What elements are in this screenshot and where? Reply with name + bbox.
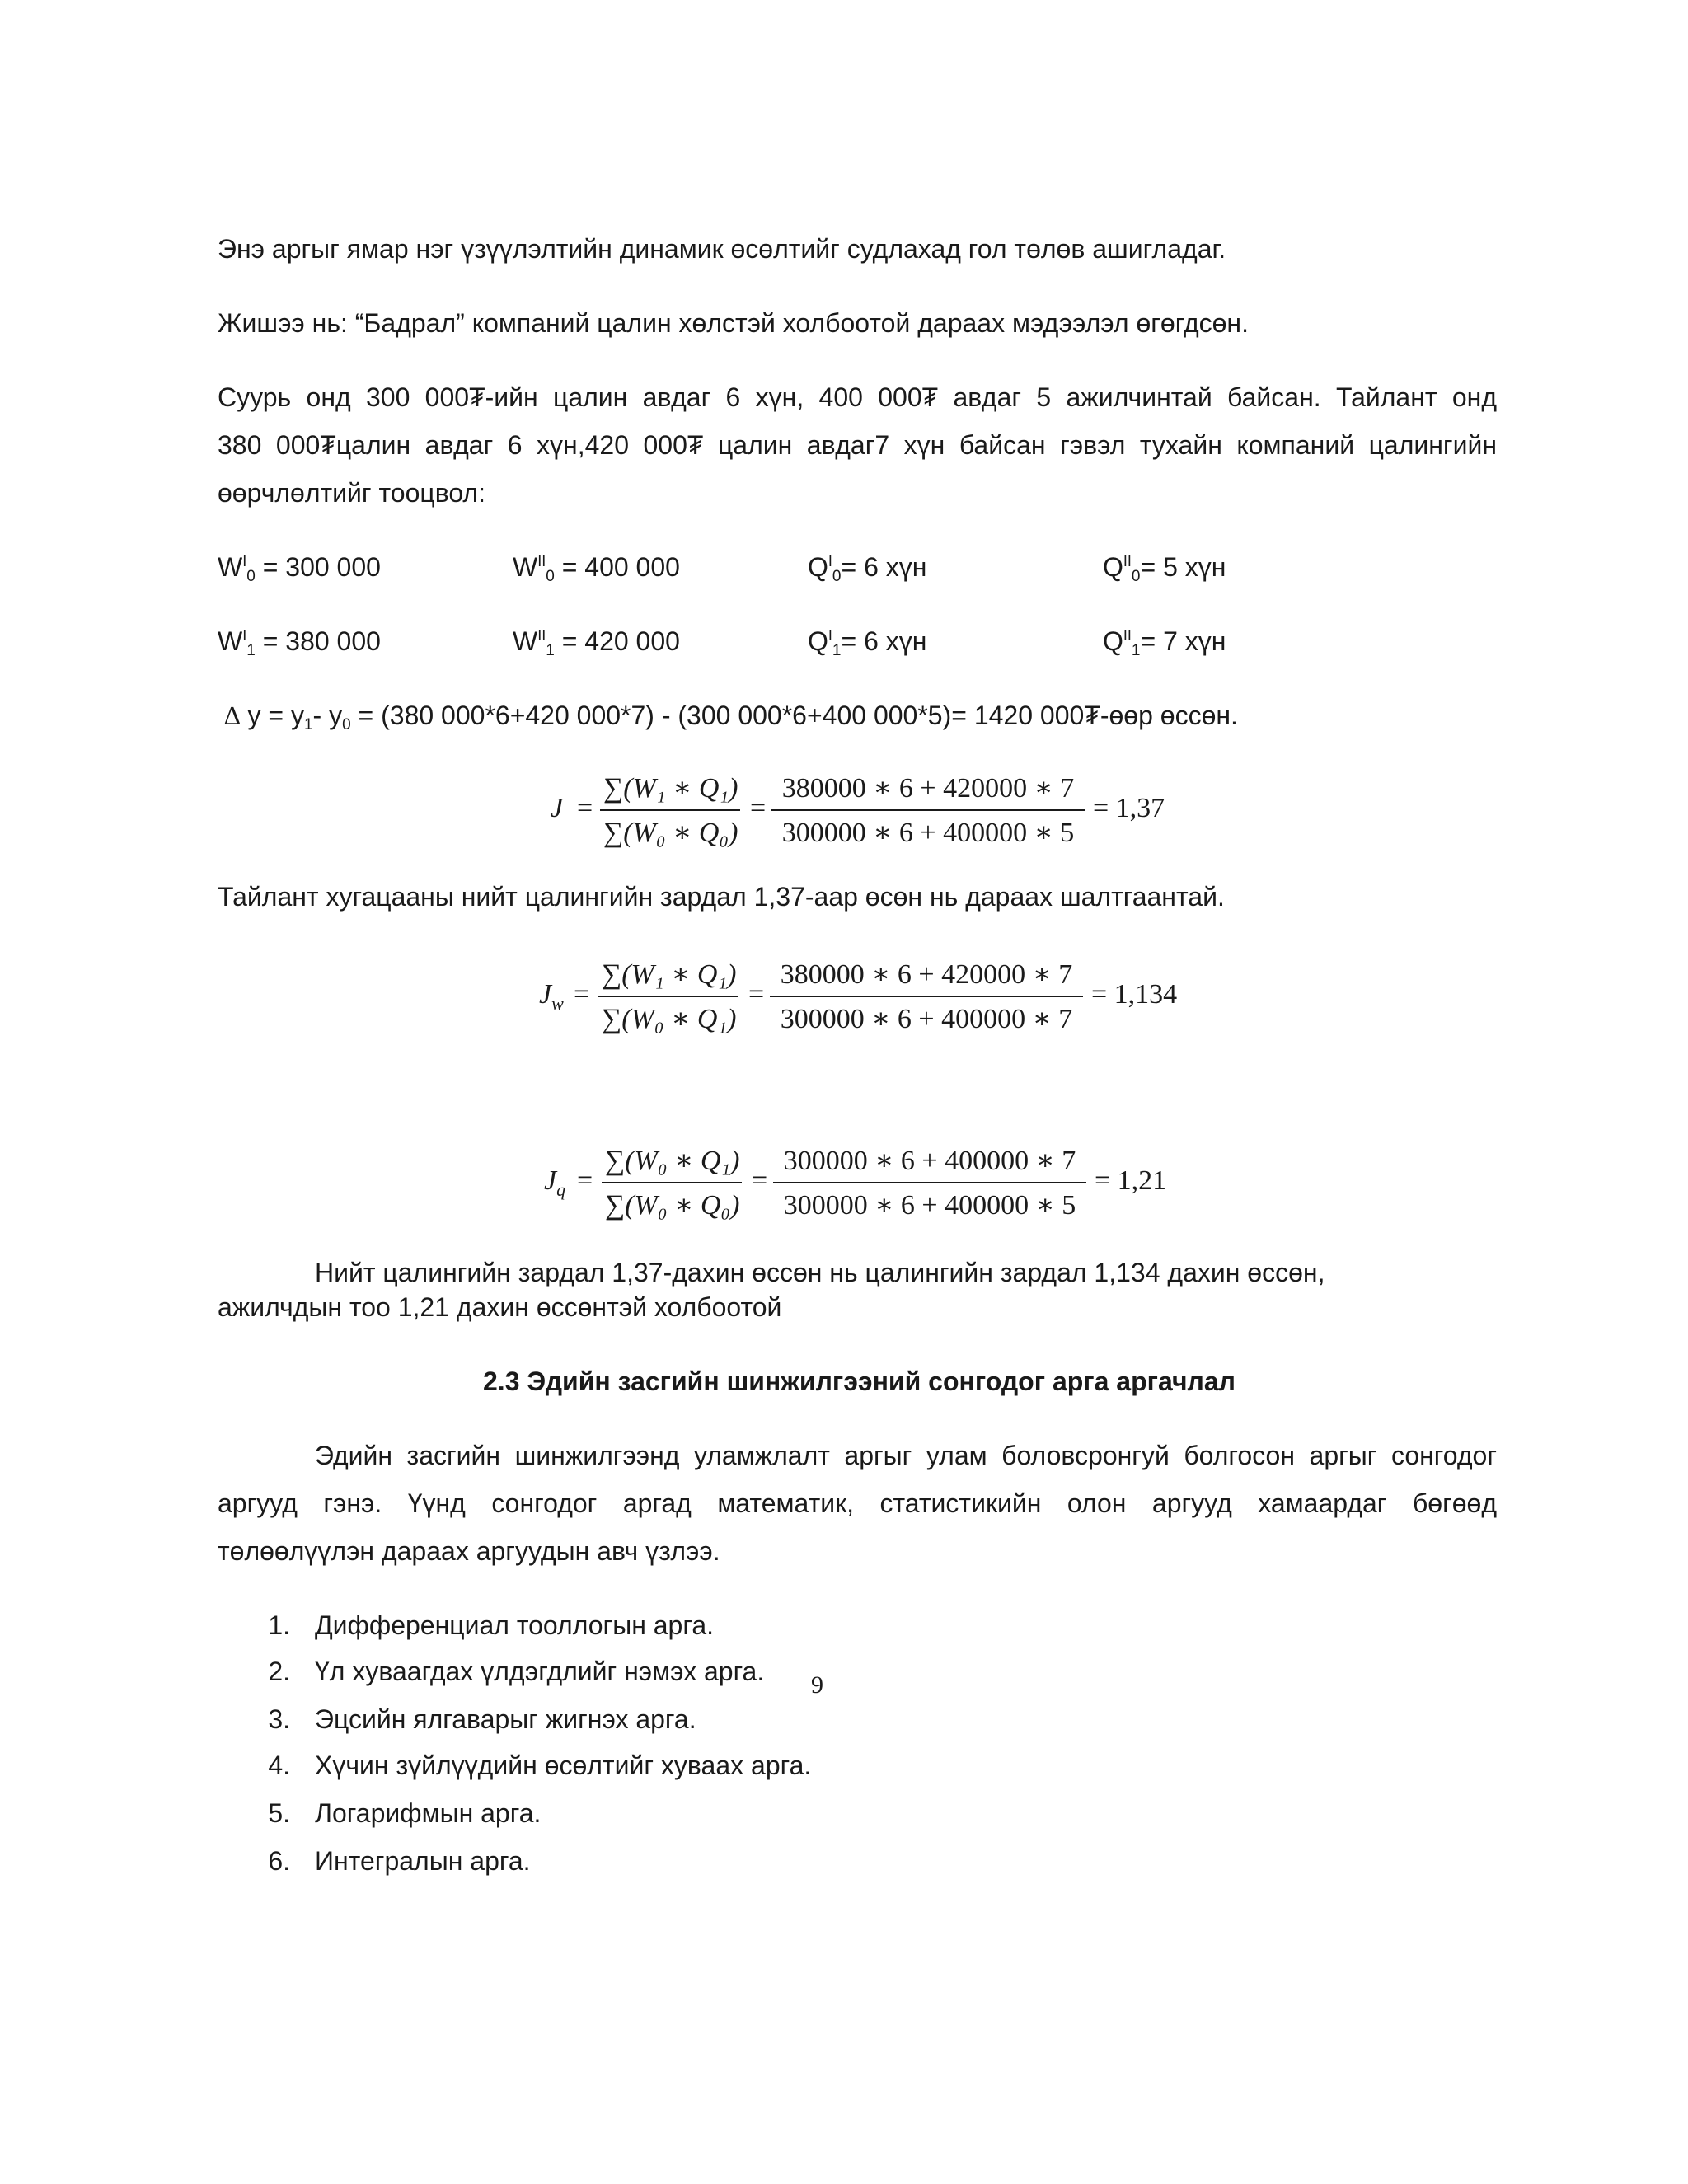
- page-number: 9: [811, 1671, 823, 1699]
- paragraph-conclusion-line-1: Нийт цалингийн зардал 1,37-дахин өссөн нь цалингийн зардал 1,134 дахин өссөн,: [315, 1258, 1325, 1287]
- list-item-number: 5.: [268, 1798, 290, 1828]
- given-q2-0: $Q^{II}0= 5$ хүн: [1103, 552, 1226, 585]
- formula-j-fraction-symbolic: ∑(W₁ ∗ Q₁) ∑(W₀ ∗ Q₀): [600, 771, 740, 849]
- paragraph-problem-line-3: өөрчлөлтийг тооцвол:: [218, 478, 485, 508]
- formula-jq: $J_q$ = ∑(W₀ ∗ Q₁) ∑(W₀ ∗ Q₀) = 300000 ∗ 6 + 400000 ∗ 7 300000 ∗ 6 + 400000 ∗ 5 = 1,21: [544, 1146, 1167, 1221]
- list-item: Дифференциал тооллогын арга.: [315, 1610, 714, 1640]
- section-heading: 2.3 Эдийн засгийн шинжилгээний сонгодог арга аргачлал: [483, 1366, 1236, 1396]
- list-item-number: 3.: [268, 1704, 290, 1734]
- formula-jq-fraction-symbolic: ∑(W₀ ∗ Q₁) ∑(W₀ ∗ Q₀): [602, 1144, 742, 1221]
- given-q1-1: $Q^I1= 6$ хүн: [808, 626, 927, 659]
- list-item: Хүчин зүйлүүдийн өсөлтийг хуваах арга.: [315, 1750, 812, 1780]
- formula-jq-result: = 1,21: [1095, 1165, 1167, 1196]
- paragraph-reason: Тайлант хугацааны нийт цалингийн зардал 1,37-аар өсөн нь дараах шалтгаантай.: [218, 882, 1225, 912]
- formula-j-result: = 1,37: [1093, 793, 1165, 823]
- list-item: Эцсийн ялгаварыг жигнэх арга.: [315, 1704, 696, 1734]
- list-item-number: 1.: [268, 1610, 290, 1640]
- formula-jq-lhs: $J_q$: [544, 1165, 566, 1200]
- delta-icon: ∆: [224, 701, 241, 730]
- given-w1-0: $W^I0 = 300$ 000: [218, 552, 381, 585]
- list-item-number: 4.: [268, 1750, 290, 1780]
- formula-j-lhs: J: [551, 793, 564, 823]
- paragraph-classic-line-1: Эдийн засгийн шинжилгээнд уламжлалт аргыг улам боловсронгуй болгосон аргыг сонгодог: [315, 1441, 1497, 1470]
- given-w2-0: $W^{II}0 = 400$ 000: [513, 552, 680, 585]
- given-w1-1: $W^I1 = 380$ 000: [218, 626, 381, 659]
- formula-j: J = ∑(W₁ ∗ Q₁) ∑(W₀ ∗ Q₀) = 380000 ∗ 6 + 420000 ∗ 7 300000 ∗ 6 + 400000 ∗ 5 = 1,37: [551, 773, 1165, 848]
- formula-jw-fraction-symbolic: ∑(W₁ ∗ Q₁) ∑(W₀ ∗ Q₁): [598, 958, 738, 1035]
- given-q2-1: $Q^{II}1= 7$ хүн: [1103, 626, 1226, 659]
- paragraph-intro: Энэ аргыг ямар нэг үзүүлэлтийн динамик өсөлтийг судлахад гол төлөв ашигладаг.: [218, 234, 1226, 264]
- paragraph-classic-line-2: аргууд гэнэ. Үүнд сонгодог аргад математик, статистикийн олон аргууд хамаардаг бөгөөд: [218, 1488, 1497, 1518]
- given-w2-1: $W^{II}1 = 420$ 000: [513, 626, 680, 659]
- list-item-number: 6.: [268, 1846, 290, 1876]
- formula-jw-result: = 1,134: [1091, 979, 1178, 1010]
- formula-jw: $J_w$ = ∑(W₁ ∗ Q₁) ∑(W₀ ∗ Q₁) = 380000 ∗ 6 + 420000 ∗ 7 300000 ∗ 6 + 400000 ∗ 7 = 1,134: [539, 959, 1178, 1034]
- paragraph-problem-line-1: Суурь онд 300 000₮-ийн цалин авдаг 6 хүн, 400 000₮ авдаг 5 ажилчинтай байсан. Тайлант онд: [218, 382, 1497, 412]
- formula-jw-lhs: $J_w$: [539, 979, 564, 1014]
- paragraph-classic-line-3: төлөөлүүлэн дараах аргуудын авч үзлээ.: [218, 1536, 720, 1566]
- list-item: Интегралын арга.: [315, 1846, 531, 1876]
- paragraph-conclusion-line-2: ажилчдын тоо 1,21 дахин өссөнтэй холбоотой: [218, 1292, 782, 1322]
- formula-j-fraction-numeric: 380000 ∗ 6 + 420000 ∗ 7 300000 ∗ 6 + 400000 ∗ 5: [771, 771, 1085, 849]
- paragraph-example: Жишээ нь: “Бадрал” компаний цалин хөлстэй холбоотой дараах мэдээлэл өгөгдсөн.: [218, 308, 1249, 338]
- list-item: Үл хуваагдах үлдэгдлийг нэмэх арга.: [315, 1657, 765, 1686]
- list-item-number: 2.: [268, 1657, 290, 1686]
- paragraph-problem-line-2: 380 000₮цалин авдаг 6 хүн,420 000₮ цалин авдаг7 хүн байсан гэвэл тухайн компаний цалингийн: [218, 430, 1497, 460]
- formula-jw-fraction-numeric: 380000 ∗ 6 + 420000 ∗ 7 300000 ∗ 6 + 400000 ∗ 7: [770, 958, 1083, 1035]
- formula-jq-fraction-numeric: 300000 ∗ 6 + 400000 ∗ 7 300000 ∗ 6 + 400000 ∗ 5: [773, 1144, 1086, 1221]
- given-q1-0: $Q^I0= 6$ хүн: [808, 552, 927, 585]
- list-item: Логарифмын арга.: [315, 1798, 542, 1828]
- delta-equation: ∆ у = у1- у0 = (380 000*6+420 000*7) - (300 000*6+400 000*5)= 1420 000₮-өөр өссөн.: [224, 701, 1238, 733]
